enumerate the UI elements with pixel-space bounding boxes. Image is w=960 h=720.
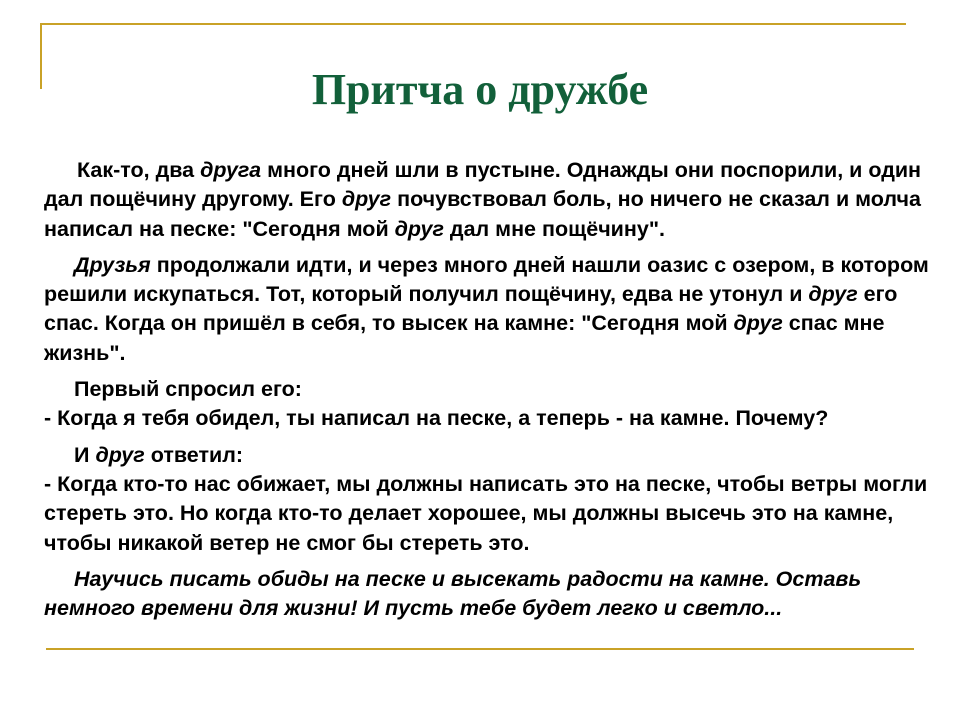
moral-paragraph: Научись писать обиды на песке и высекать радости на камне. Оставь немного времени для жизни! И пусть тебе будет легко и светло...: [44, 566, 862, 621]
paragraph-2: Друзья продолжали идти, и через много дней нашли оазис с озером, в котором решили искупаться. Тот, который получил пощёчину, едва не утонул и друг его спас. Когда он пришёл в себя, то высек на камне: "Сегодня мой друг спас мне жизнь".: [44, 252, 929, 365]
paragraph-1: Как-то, два друга много дней шли в пустыне. Однажды они поспорили, и один дал пощёчину другому. Его друг почувствовал боль, но ничего не сказал и молча написал на песке: "Сегодня мой друг дал мне пощёчину".: [44, 158, 922, 241]
frame-bottom-line: [46, 648, 914, 650]
parable-text: [44, 156, 944, 623]
page-title: Притча о дружбе: [311, 65, 649, 114]
paragraph-4: И друг ответил: - Когда кто-то нас обижает, мы должны написать это на песке, чтобы ветры могли стереть это. Но когда кто-то делает хорошее, мы должны высечь это на камне, чтобы никакой ветер не смог бы стереть это.: [44, 442, 928, 555]
paragraph-3: Первый спросил его: - Когда я тебя обидел, ты написал на песке, а теперь - на камне. Почему?: [44, 377, 829, 431]
frame-top-line: [40, 23, 906, 25]
